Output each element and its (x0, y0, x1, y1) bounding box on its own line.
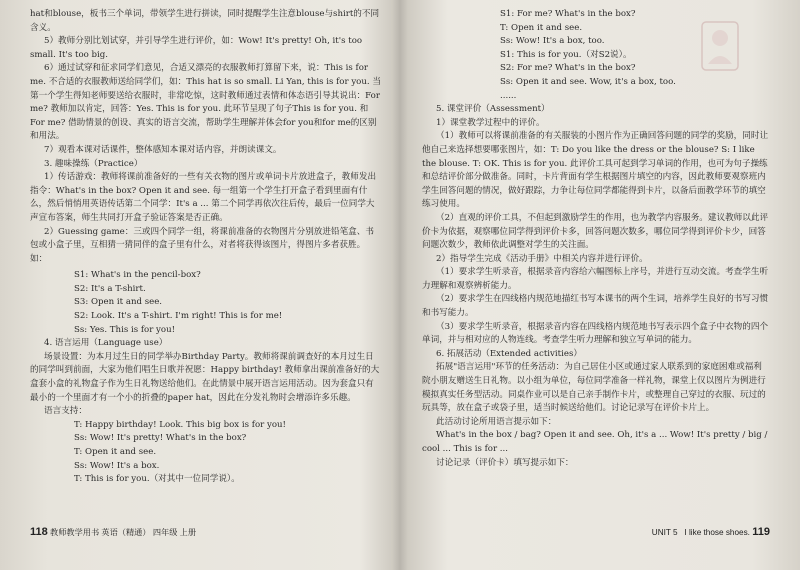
dialog-line: Ss: Wow! It's pretty! What's in the box? (74, 433, 247, 444)
paragraph: 5）教师分别比划试穿，并引导学生进行评价，如：Wow! It's pretty! Oh, it's too small. It's too big. (30, 36, 363, 60)
dialog-line: Ss: Open it and see. Wow, it's a box, too. (500, 76, 676, 87)
section-heading: 4. 语言运用（Language use） (44, 338, 168, 349)
dialog-line: ...... (500, 90, 517, 101)
dialog-line: Ss: Wow! It's a box, too. (500, 36, 605, 47)
paragraph: （2）直观的评价工具，不但起到激励学生的作用，也为教学内容服务。建议教师以此评价卡为依据，观察哪位同学得到评价卡多，回答问题次数多，哪位同学得到评价卡少，回答问题次数少，教师依此调整对学生的关注面。 (422, 212, 769, 251)
paragraph: 语言支持： (44, 406, 87, 417)
left-page-footer (30, 526, 196, 540)
paragraph: hat和blouse，板书三个单词，带领学生进行拼读，同时提醒学生注意blouse与shirt的不同含义。 (30, 9, 380, 33)
dialog-line: S1: What's in the pencil-box? (74, 270, 201, 281)
dialog-line: T: Happy birthday! Look. This big box is for you! (74, 419, 286, 430)
paragraph: 此活动讨论所用语言提示如下： (436, 416, 557, 427)
section-heading: 6. 拓展活动（Extended activities） (436, 348, 582, 359)
dialog-line: T: Open it and see. (500, 22, 583, 33)
faded-illustration-icon (698, 18, 742, 74)
dialog-line: S2: For me? What's in the box? (500, 63, 636, 74)
page-number: 118 (30, 526, 48, 539)
section-heading: 3. 趣味操练（Practice） (44, 158, 143, 169)
paragraph: 场景设置：为本月过生日的同学举办Birthday Party。教师将课前调查好的本月过生日的同学叫到前面，大家为他们唱生日歌并祝愿：Happy birthday! 教师拿出课前准备好的大盒套小盒的礼物盒子作为生日礼物送给他们。在此情景中展开语言运用活动。因为套盒只有最小的一个里面才有一个小的折叠的paper hat，因此在分发礼物时会增添许多乐趣。 (30, 351, 380, 403)
dialog-line: T: Open it and see. (74, 447, 157, 457)
paragraph: 拓展"语言运用"环节的任务活动：为自己居住小区或通过家人联系到的家庭困难或福利院小朋友赠送生日礼物。以小组为单位，每位同学准备一样礼物，课堂上仅以图片为例进行模拟真实任务型活动。同桌作业可以是自己亲手制作卡片，或整理自己穿过的衣服、玩过的玩具等，放在盒子或袋子里，适当时候送给他们。讨论记录写在评价卡片上。 (422, 362, 766, 414)
right-page-footer (652, 526, 770, 540)
paragraph: （1）教师可以将课前准备的有关服装的小图片作为正确回答问题的同学的奖励，同时让他自己来选择想要哪张图片，如：T: Do you like the dress or the blouse? S: I like the blouse. T: OK. This is for you. 此评价工具可起到学习单词的作用，也可为句子操练和总结评价部分做准备。同时，卡片背面有学生根据图片填空的内容，因此教师要观察班内学生回答问题的情况，做好跟踪，力争让每位同学都能得到卡片，以备后面教学环节的填空练习使用。 (422, 131, 769, 210)
page-number: 119 (752, 526, 770, 539)
dialog-line: S1: This is for you.（对S2说）。 (500, 49, 632, 60)
section-heading: 5. 课堂评价（Assessment） (436, 104, 550, 115)
dialog-line: Ss: Wow! It's a box. (74, 460, 160, 471)
paragraph: 7）观看本课对话课件，整体感知本课对话内容，并朗读课文。 (44, 144, 282, 155)
dialog-line: T: This is for you.（对其中一位同学说）。 (74, 474, 240, 485)
paragraph: 6）通过试穿和征求同学们意见，合适又漂亮的衣服教师打算留下来，说：This is for me. 不合适的衣服教师送给同学们，如：This hat is so small. Li Yan, this is for you. 当第一个学生得知老师要送给衣服时，非常吃惊，这时教师通过表情和体态语引导其说出：For me? 教师加以肯定，回答：Yes. This is for you. 此环节呈现了句子This is for you. 和For me? 借助情景的创设、真实的语言交流，帮助学生理解并体会for you和for me的区别和用法。 (30, 63, 381, 142)
paragraph: （3）要求学生听录音，根据录音内容在四线格内规范地书写表示四个盒子中衣物的四个单词，并与相对应的人物连线。考查学生听力理解和独立写单词的能力。 (422, 321, 769, 346)
paragraph: What's in the box / bag? Open it and see. Oh, it's a ... Wow! It's pretty / big / cool ... This is for ... (422, 430, 768, 454)
dialog-line: Ss: Yes. This is for you! (74, 324, 176, 335)
paragraph: 2）Guessing game：三或四个同学一组，将课前准备的衣物图片分别放进铅笔盒、书包或小盒子里，互相猜一猜同伴的盒子里有什么，对者将获得该图片，得图片多者获胜。如： (30, 226, 374, 264)
paragraph: （1）要求学生听录音，根据录音内容给六幅图标上序号，并进行互动交流。考查学生听力理解和观察辨析能力。 (422, 267, 769, 291)
paragraph: 2）指导学生完成《活动手册》中相关内容并进行评价。 (436, 253, 648, 264)
dialog-line: S2: It's a T-shirt. (74, 283, 146, 294)
paragraph: 1）传话游戏：教师将课前准备好的一些有关衣物的图片或单词卡片放进盒子，教师发出指令：What's in the box? Open it and see. 每一组第一个学生打开盒子看到里面有什么，然后悄悄用英语传话第二个同学：It's a ... 第二个同学再依次往后传，最后一位同学大声宣布答案，师生共同打开盒子验证答案是否正确。 (30, 172, 377, 223)
dialog-line: S1: For me? What's in the box? (500, 9, 636, 19)
dialog-line: S3: Open it and see. (74, 297, 163, 308)
unit-label: UNIT 5 (651, 528, 678, 538)
unit-title: I like those shoes. (684, 528, 750, 538)
dialog-line: S2: Look. It's a T-shirt. I'm right! This is for me! (74, 311, 283, 322)
paragraph: 讨论记录（评价卡）填写提示如下： (436, 457, 574, 468)
paragraph: （2）要求学生在四线格内规范地描红书写本课书的两个生词，培养学生良好的书写习惯和书写能力。 (422, 294, 769, 319)
right-page (400, 0, 800, 570)
book-title: 教师教学用书 英语（精通） 四年级 上册 (50, 528, 197, 538)
paragraph: 1）课堂教学过程中的评价。 (436, 117, 545, 128)
